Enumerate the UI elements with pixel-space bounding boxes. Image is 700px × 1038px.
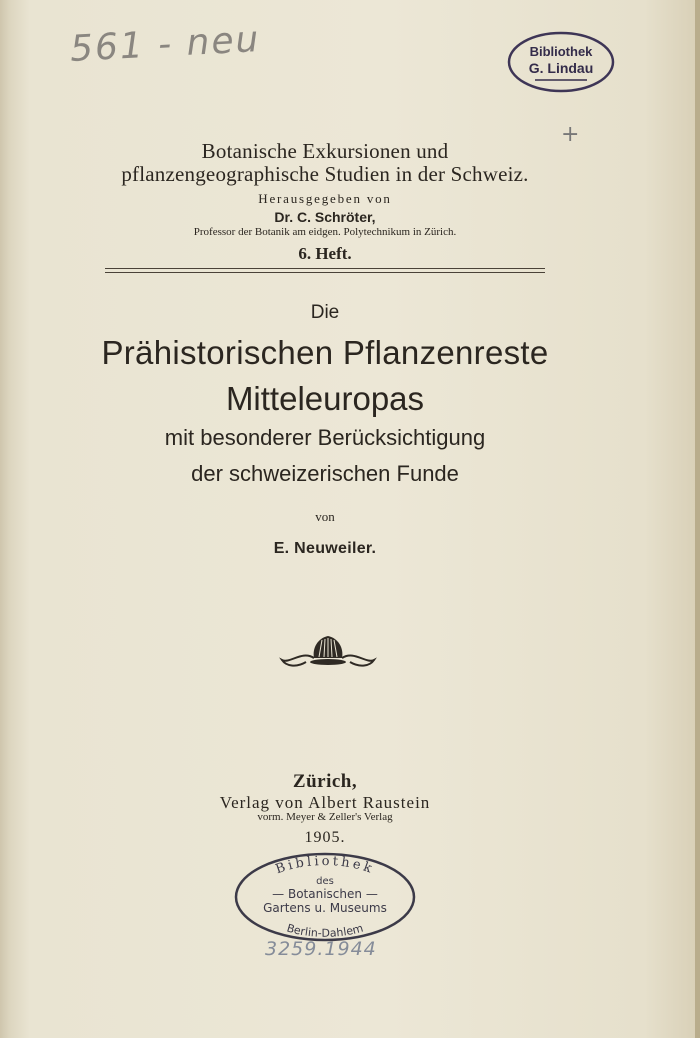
series-title-line2: pflanzengeographische Studien in der Schweiz. xyxy=(121,162,529,186)
library-stamp-lindau xyxy=(505,30,617,96)
page-edge xyxy=(695,0,700,1038)
pencil-mark-icon: + xyxy=(561,122,580,147)
stamp-bottom-arc-bottom: Berlin-Dahlem xyxy=(285,921,365,940)
editor-position: Professor der Botanik am eidgen. Polytechnikum in Zürich. xyxy=(193,226,457,238)
editor-label: Herausgegeben von xyxy=(258,191,392,206)
issue-number: 6. Heft. xyxy=(298,244,352,263)
stamp-bottom-line2: — Botanischen — xyxy=(272,887,378,901)
stamp-bottom-arc-top: Bibliothek xyxy=(273,853,377,878)
imprint-publisher: Verlag von Albert Raustein xyxy=(219,793,431,812)
author-name: E. Neuweiler. xyxy=(273,540,377,557)
printer-ornament-icon xyxy=(278,630,378,674)
subtitle-line1: mit besonderer Berücksichtigung xyxy=(164,425,486,450)
divider-rule xyxy=(105,268,545,269)
main-title-line2: Mitteleuropas xyxy=(225,380,425,417)
main-title-line1: Prähistorischen Pflanzenreste xyxy=(101,334,549,371)
shelfmark: 3259.1944 xyxy=(265,938,377,960)
divider-rule xyxy=(105,272,545,273)
stamp-top-line1: Bibliothek xyxy=(529,44,593,59)
imprint-place: Zürich, xyxy=(292,771,358,792)
stamp-top-line2: G. Lindau xyxy=(528,60,594,76)
subtitle-line2: der schweizerischen Funde xyxy=(191,461,459,486)
handwritten-note: 561 - neu xyxy=(69,19,262,70)
editor-name: Dr. C. Schröter, xyxy=(274,209,376,225)
library-stamp-berlin-dahlem xyxy=(232,851,418,943)
title-article: Die xyxy=(310,302,340,323)
stamp-bottom-line1: des xyxy=(316,876,334,887)
by-label: von xyxy=(315,509,335,524)
imprint-previous-publisher: vorm. Meyer & Zeller's Verlag xyxy=(257,811,393,823)
imprint-year: 1905. xyxy=(304,829,346,846)
series-title-line1: Botanische Exkursionen und xyxy=(201,139,449,163)
stamp-bottom-line3: Gartens u. Museums xyxy=(263,901,387,915)
